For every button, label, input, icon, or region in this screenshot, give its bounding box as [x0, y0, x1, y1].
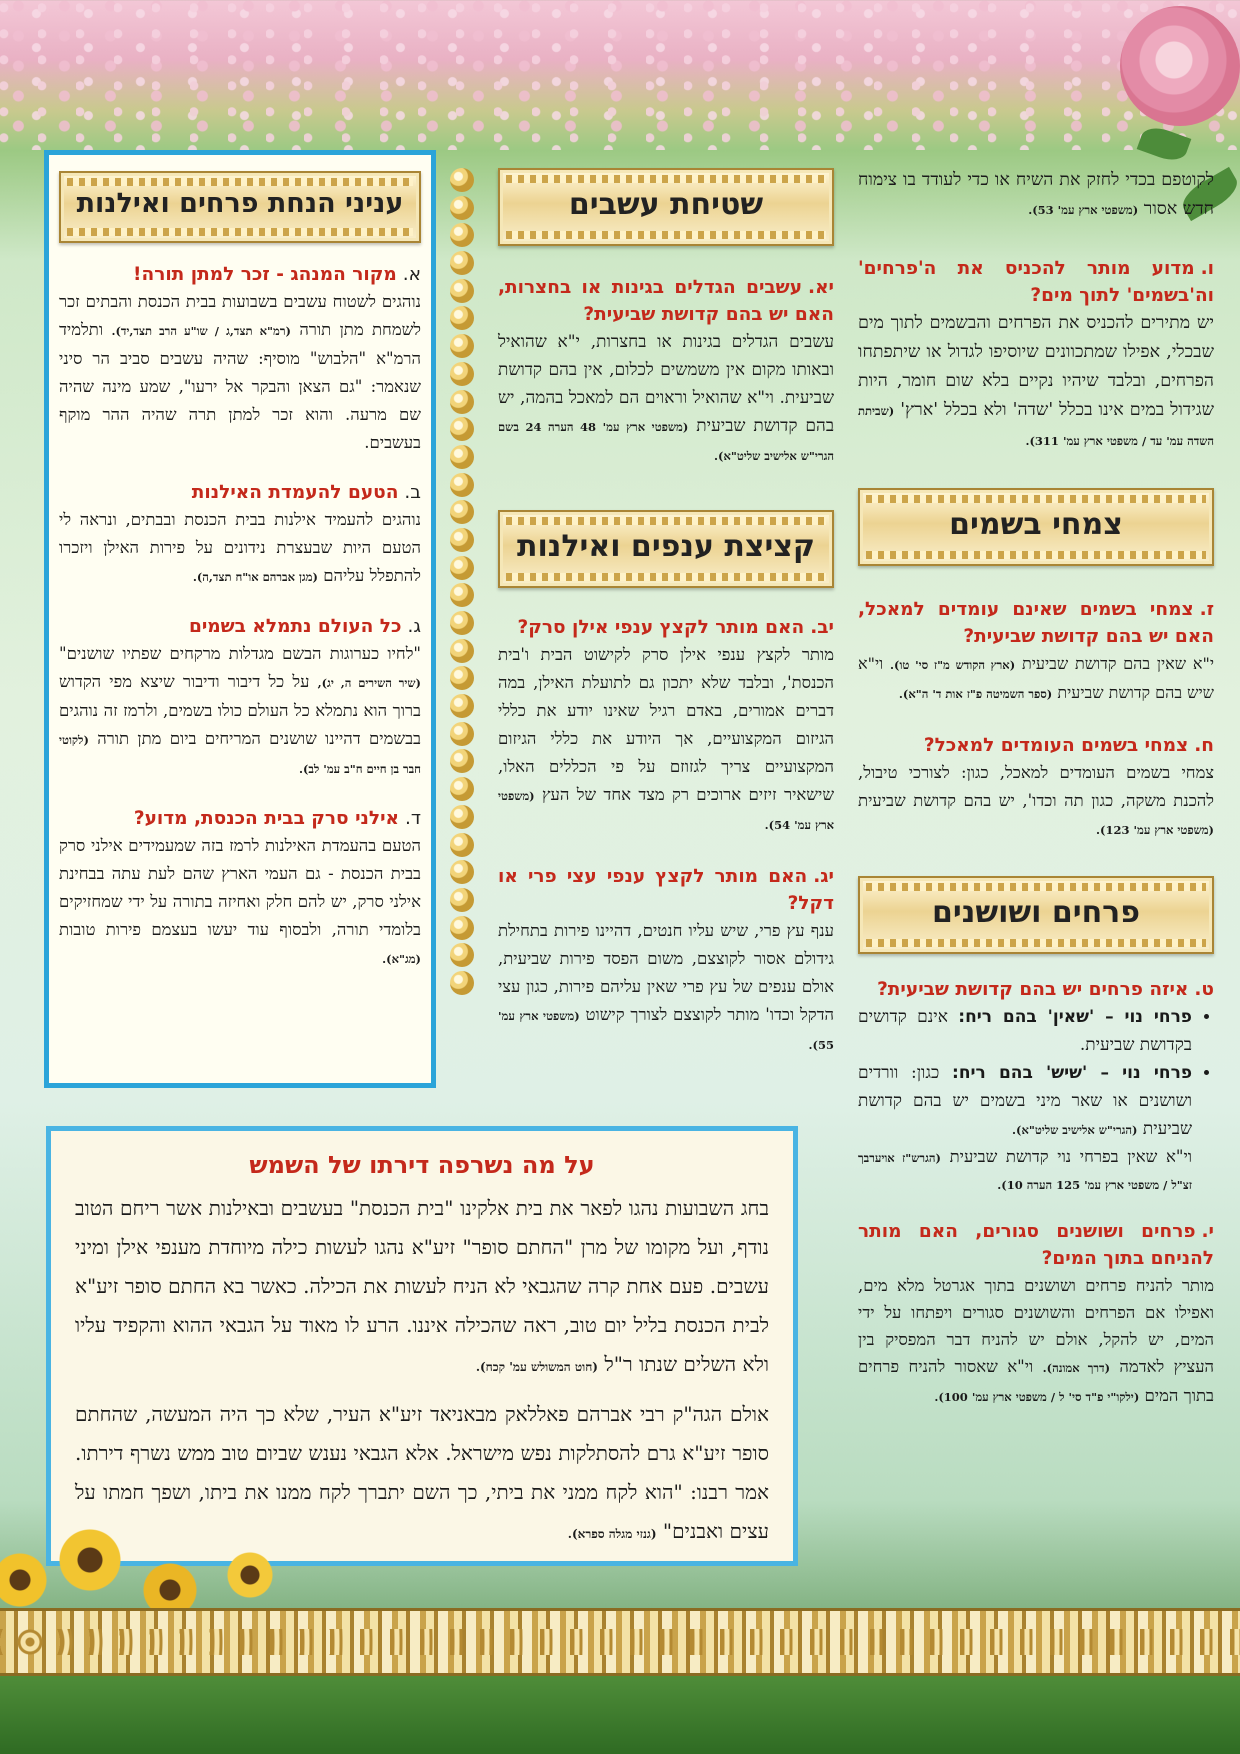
story-paragraph	[75, 1189, 769, 1387]
bead-ornament	[450, 390, 474, 414]
answer-text: "לחיו כערוגות הבשם מגדלות מרקחים שפתיו שושנים"	[59, 644, 421, 663]
list-item	[858, 1059, 1192, 1144]
question-title-text: הטעם להעמדת האילנות	[191, 482, 399, 503]
source-citation: (משפטי ארץ עמ' 53).	[1028, 203, 1139, 217]
answer-paragraph	[59, 288, 421, 457]
answer-paragraph	[858, 309, 1214, 456]
bead-ornament	[450, 445, 474, 469]
section-banner	[498, 510, 834, 588]
bead-divider	[446, 168, 478, 999]
bullet-label: פרחי נוי – 'שיש' בהם ריח:	[952, 1063, 1193, 1083]
answer-text: י"א שאין בהם קדושת שביעית	[1021, 654, 1215, 673]
question-title	[858, 596, 1214, 650]
bead-ornament	[450, 805, 474, 829]
bead-ornament	[450, 611, 474, 635]
question-title	[858, 255, 1214, 309]
question-number: י.	[1201, 1221, 1214, 1242]
question-title-text: האם מותר לקצץ ענפי עצי פרי או דקל?	[498, 866, 834, 914]
grass-footer-image	[0, 1676, 1240, 1754]
bead-ornament	[450, 223, 474, 247]
question-title	[59, 479, 421, 506]
answer-paragraph	[59, 506, 421, 591]
source-citation: (מגן אברהם או"ח תצד,ה).	[192, 570, 318, 584]
bead-ornament	[450, 749, 474, 773]
question-number: ג.	[407, 616, 421, 637]
answer-text: ענף עץ פרי, שיש עליו חנטים, דהיינו פירות בתחילת גידולם אסור לקוצצם, משום הפסד פירות שביעית, אולם ענפים של עץ פרי שאין עליהם פירות, כגון עצי הדקל וכדו' מותר לקוצצם לצורך קישוט	[498, 921, 835, 1024]
intro-paragraph	[858, 166, 1214, 225]
section-banner-title: שטיחת עשבים	[568, 187, 764, 222]
section-banner	[858, 876, 1214, 954]
list-item	[858, 1003, 1192, 1059]
ornamental-border	[0, 1608, 1240, 1676]
bead-ornament	[450, 833, 474, 857]
bead-ornament	[450, 694, 474, 718]
source-citation: (רמ"א תצד,ג / שו"ע הרב תצד,יד).	[111, 324, 291, 338]
bead-ornament	[450, 196, 474, 220]
bead-ornament	[450, 943, 474, 967]
source-citation: (ארץ הקודש מ"ז סי' טו).	[890, 658, 1016, 672]
question-number: יג.	[813, 866, 834, 887]
bead-ornament	[450, 583, 474, 607]
answer-text: הטעם בהעמדת האילנות לרמז בזה שמעמידים אילני סרק בבית הכנסת - גם העמי הארץ שהם לעת עתה בבחינת אילני סרק, יש להם חלק ואחיזה בתורה על ידי שמחזיקים בלומדי תורה, ולבסוף עוד יעשו בעצמם פירות טובות	[59, 836, 421, 939]
answer-paragraph	[858, 1144, 1214, 1198]
question-title	[858, 732, 1214, 759]
story-content	[75, 1145, 769, 1554]
source-citation: (ספר השמיטה פ"ז אות ד' ה"א).	[898, 687, 1053, 701]
question-title-text: צמחי בשמים שאינם עומדים למאכל, האם יש בהם קדושת שביעית?	[858, 599, 1214, 647]
question-title	[59, 261, 421, 288]
question-number: ב.	[404, 482, 421, 503]
source-citation: (מג"א).	[382, 952, 421, 966]
section-banner-title: פרחים ושושנים	[932, 895, 1140, 930]
question-title	[858, 1218, 1214, 1272]
answer-paragraph	[59, 832, 421, 973]
source-citation: (ילקו"י פ"ד סי' ל / משפטי ארץ עמ' 100).	[934, 1390, 1140, 1404]
question-title-text: צמחי בשמים העומדים למאכל?	[923, 735, 1189, 756]
answer-paragraph	[59, 640, 421, 783]
right-column	[858, 166, 1214, 1411]
story-box	[46, 1126, 798, 1566]
section-banner	[858, 488, 1214, 566]
rose-image	[1120, 6, 1240, 126]
answer-paragraph	[858, 1272, 1214, 1411]
answer-paragraph	[858, 650, 1214, 708]
question-number: ו.	[1200, 258, 1214, 279]
question-number: ח.	[1194, 735, 1214, 756]
question-title-text: כל העולם נתמלא בשמים	[188, 616, 402, 637]
bead-ornament	[450, 334, 474, 358]
question-title-text: פרחים ושושנים סגורים, האם מותר להניחם בתוך המים?	[858, 1221, 1214, 1269]
section-banner-title: עניני הנחת פרחים ואילנות	[76, 188, 404, 219]
question-title-text: אילני סרק בבית הכנסת, מדוע?	[133, 808, 400, 829]
answer-paragraph	[498, 328, 834, 470]
bead-ornament	[450, 417, 474, 441]
question-number: יב.	[810, 617, 834, 638]
customs-box	[44, 150, 436, 1088]
source-citation: (משפטי ארץ עמ' 55).	[498, 1009, 834, 1052]
answer-text: וי"א שאסור להניח פרחים בתוך המים	[858, 1357, 1214, 1405]
question-title	[498, 274, 834, 328]
customs-box-content	[59, 171, 421, 973]
section-banner	[498, 168, 834, 246]
bead-ornament	[450, 888, 474, 912]
question-number: יא.	[808, 277, 834, 298]
section-banner-title: צמחי בשמים	[949, 507, 1123, 542]
question-title	[59, 805, 421, 832]
story-text: אולם הגה"ק רבי אברהם פאללאק מבאניאד זיע"א העיר, שלא כך היה המעשה, שהחתם סופר זיע"א גרם להסתלקות נפש מישראל. אלא הגבאי נענש שביום טוב ממש נשרף דירתו. אמר רבנו: "הוא לקח ממני את ביתי, כך השם יתברך לקח ממנו את ביתו, ושפך חמתו על עצים ואבנים"	[75, 1402, 769, 1543]
bead-ornament	[450, 279, 474, 303]
question-title	[59, 613, 421, 640]
flower-field-background	[0, 0, 1240, 150]
source-citation: (לקוטי חבר בן חיים ח"ב עמ' לב).	[59, 733, 421, 776]
bead-ornament	[450, 971, 474, 995]
question-number: ז.	[1199, 599, 1214, 620]
bead-ornament	[450, 916, 474, 940]
story-title: על מה נשרפה דירתו של השמש	[249, 1151, 595, 1179]
bullet-text: אינם קדושים בקדושת שביעית.	[858, 1007, 1192, 1055]
question-number: ט.	[1194, 979, 1214, 1000]
question-number: ד.	[405, 808, 421, 829]
answer-text: על כל דיבור ודיבור שיצא מפי הקדוש ברוך הוא נתמלא כל העולם כולו בשמים, ולרמז זה נוהגים בבשמים דהיינו שושנים המריחים ביום מתן תורה	[59, 672, 421, 748]
bead-ornament	[450, 666, 474, 690]
question-title-text: האם מותר לקצץ ענפי אילן סרק?	[517, 617, 805, 638]
middle-column	[498, 168, 834, 1059]
source-citation: (שביתת השדה עמ' עד / משפטי ארץ עמ' 311).	[858, 404, 1214, 448]
source-citation: (שיר השירים ה, יג),	[317, 676, 421, 690]
bead-ornament	[450, 251, 474, 275]
question-number: א.	[402, 264, 421, 285]
answer-text: עשבים הגדלים בגינות או בחצרות, י"א שהואיל ובאותו מקום אין משמשים לכלום, אין בהם קדושת שביעית. וי"א שהואיל וראוים הם למאכל בהמה, יש בהם קדושת שביעית	[498, 332, 835, 436]
answer-text: נוהגים להעמיד אילנות בבית הכנסת ובבתים, ונראה לי הטעם היות שבעצרת נידונים על פירות האילן ויזכרו להתפלל עליהם	[59, 510, 421, 585]
question-title	[498, 614, 834, 641]
intro-text: לקוטפם בכדי לחזק את השיח או כדי לעודד בו צימוח חדש אסור	[858, 170, 1214, 219]
bullet-text: כגון: וורדים ושושנים או שאר מיני בשמים יש בהם קדושת שביעית	[858, 1063, 1192, 1139]
bead-ornament	[450, 362, 474, 386]
source-citation: (דרך אמונה).	[1042, 1361, 1111, 1375]
bead-ornament	[450, 528, 474, 552]
source-citation: (הגרי"ש אלישיב שליט"א).	[1012, 1123, 1138, 1137]
bead-ornament	[450, 722, 474, 746]
answer-text: וי"א שיש בהם קדושת שביעית	[858, 654, 1214, 702]
bead-ornament	[450, 500, 474, 524]
question-title-text: מדוע מותר להכניס את ה'פרחים' וה'בשמים' לתוך מים?	[858, 258, 1214, 306]
bead-ornament	[450, 306, 474, 330]
source-citation: (גנזי מגלה ספרא).	[567, 1527, 657, 1541]
bead-ornament	[450, 639, 474, 663]
answer-text: יש מתירים להכניס את הפרחים והבשמים לתוך מים שבכלי, אפילו שמתכוונים שיוסיפו לגדול או שיתפתחו הפרחים, ובלבד שיהיו נקיים בלא שום חומר, היות שגידול במים אינו בכלל 'שדה' ולא בכלל 'ארץ'	[858, 313, 1214, 420]
source-citation: (חוט המשולש עמ' קכח).	[475, 1360, 598, 1374]
answer-text: מותר לקצץ ענפי אילן סרק לקישוט הבית ו'בית הכנסת', ובלבד שלא יתכון גם לתועלת האילן, במה דברים אמורים, באדם רגיל שאינו יודע את כללי הגיזום המקצועיים, אך היודע את כללי הגיזום המקצועיים צריך לגזוזם על פי הכללים האלו, שישאיר זיזים ארוכים רק מצד אחד של העץ	[498, 645, 834, 804]
question-title	[858, 976, 1214, 1003]
answer-text: צמחי בשמים העומדים למאכל, כגון: לצורכי טיבול, להכנת משקה, כגון תה וכדו', יש בהם קדושת שביעית	[858, 763, 1214, 810]
source-citation: (משפטי ארץ עמ' 123).	[1096, 823, 1214, 837]
source-citation: (משפטי ארץ עמ' 54).	[498, 789, 834, 832]
bead-ornament	[450, 860, 474, 884]
section-banner	[59, 171, 421, 243]
answer-text: מותר להניח פרחים ושושנים בתוך אגרטל מלא מים, ואפילו אם הפרחים והשושנים סגורים ויפתחו על ידי המים, יש להקל, אולם יש להניח דבר המפסיק בין העציץ לאדמה	[858, 1276, 1215, 1376]
answer-paragraph	[858, 759, 1214, 844]
answer-text: וי"א שאין בפרחי נוי קדושת שביעית	[949, 1147, 1192, 1166]
question-title-text: מקור המנהג - זכר למתן תורה!	[133, 264, 397, 285]
bead-ornament	[450, 556, 474, 580]
answer-text: ותלמיד הרמ"א "הלבוש" מוסיף: שהיה עשבים סביב הר סיני שנאמר: "גם הצאן והבקר אל ירעו", שמע מינה שהיה שם מרעה. והוא זכר למתן תרה שהיה ההר מוקף בעשבים.	[59, 320, 421, 452]
story-text: בחג השבועות נהגו לפאר את בית אלקינו "בית הכנסת" בעשבים ובאילנות אשר ריחם הטוב נודף, ועל מקומו של מרן "החתם סופר" זיע"א נהגו לעשות כילה מיוחדת מענפי אילן ומיני עשבים. פעם אחת קרה שהגבאי לא הניח לעשות את הכילה. כאשר בא החתם סופר זיע"א לבית הכנסת בליל יום טוב, ראה שהכילה איננו. הרע לו מאוד על הגבאי ההוא והקפיד עליו ולא השלים שנתו ר"ל	[75, 1196, 769, 1376]
bead-ornament	[450, 168, 474, 192]
question-title-text: עשבים הגדלים בגינות או בחצרות, האם יש בהם קדושת שביעית?	[498, 277, 834, 325]
question-title-text: איזה פרחים יש בהם קדושת שביעית?	[877, 979, 1189, 1000]
bead-ornament	[450, 473, 474, 497]
answer-text: נוהגים לשטוח עשבים בשבועות בבית הכנסת והבתים זכר לשמחת מתן תורה	[59, 292, 422, 339]
bullet-label: פרחי נוי – 'שאין' בהם ריח:	[958, 1007, 1192, 1027]
answer-paragraph	[498, 641, 834, 839]
answer-paragraph	[498, 917, 834, 1059]
section-banner-title: קציצת ענפים ואילנות	[516, 529, 815, 564]
ornamental-wave	[0, 1629, 1240, 1655]
source-citation: (משפטי ארץ עמ' 48 הערה 24 בשם הגרי"ש אלישיב שליט"א).	[498, 420, 834, 463]
bullet-list	[858, 1003, 1214, 1144]
question-title	[498, 863, 834, 917]
bead-ornament	[450, 777, 474, 801]
source-citation: (הגרש"ז אויערבך זצ"ל / משפטי ארץ עמ' 125 הערה 10).	[858, 1151, 1192, 1192]
